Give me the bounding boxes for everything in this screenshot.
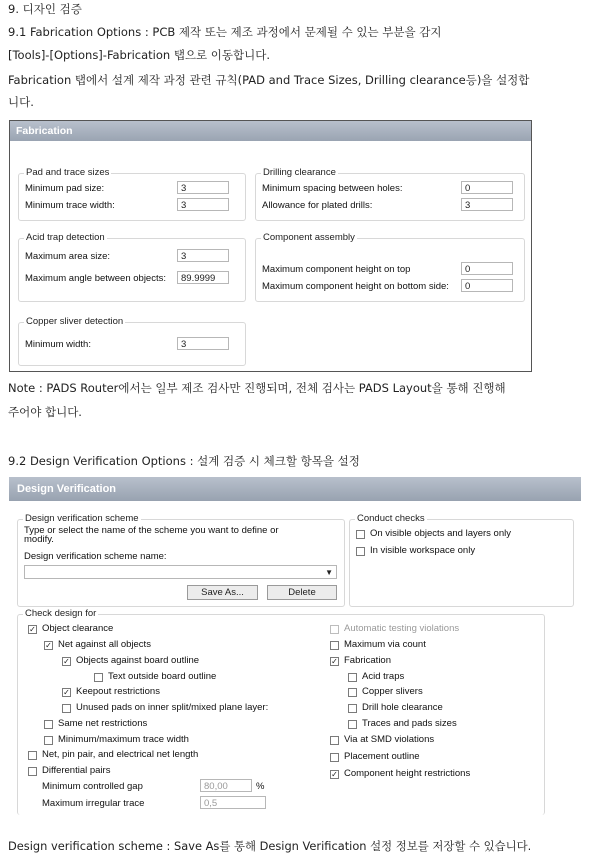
component-assembly-group (255, 232, 525, 302)
min-trace-field[interactable]: 3 (177, 198, 229, 211)
acid-traps-label: Acid traps (362, 671, 405, 682)
drilling-group-title: Drilling clearance (263, 167, 336, 178)
scheme-group (17, 513, 345, 607)
note-text-cont: 주어야 합니다. (8, 405, 82, 419)
max-irregular-label: Maximum irregular trace (42, 798, 145, 809)
max-via-label: Maximum via count (344, 639, 426, 650)
via-smd-checkbox[interactable] (330, 736, 339, 745)
delete-button[interactable]: Delete (267, 585, 337, 600)
drill-hole-label: Drill hole clearance (362, 702, 443, 713)
scheme-hint: Type or select the name of the scheme you want to define or modify. (24, 525, 279, 545)
net-pin-pair-label: Net, pin pair, and electrical net length (42, 749, 199, 760)
objects-board-outline-label: Objects against board outline (76, 655, 200, 666)
design-verification-title: Design Verification (9, 477, 581, 501)
min-gap-unit: % (256, 781, 265, 792)
section-9-1-nav: [Tools]-[Options]-Fabrication 탭으로 이동합니다. (8, 48, 271, 62)
check-design-group-title: Check design for (25, 608, 97, 619)
allowance-field[interactable]: 3 (461, 198, 513, 211)
comp-height-checkbox[interactable]: ✓ (331, 770, 338, 779)
min-max-trace-checkbox[interactable] (44, 736, 53, 745)
unused-pads-label: Unused pads on inner split/mixed plane layer: (76, 702, 269, 713)
unused-pads-checkbox[interactable] (62, 704, 71, 713)
placement-outline-label: Placement outline (344, 751, 420, 762)
drilling-group (255, 167, 525, 221)
min-pad-field[interactable]: 3 (177, 181, 229, 194)
auto-testing-label: Automatic testing violations (344, 623, 460, 634)
allowance-label: Allowance for plated drills: (262, 200, 373, 211)
max-bottom-field[interactable]: 0 (461, 279, 513, 292)
keepout-label: Keepout restrictions (76, 686, 160, 697)
keepout-checkbox[interactable]: ✓ (63, 688, 70, 697)
comp-height-label: Component height restrictions (344, 768, 471, 779)
fabrication-label: Fabrication (344, 655, 391, 666)
max-area-field[interactable]: 3 (177, 249, 229, 262)
min-max-trace-label: Minimum/maximum trace width (58, 734, 189, 745)
min-spacing-label: Minimum spacing between holes: (262, 183, 403, 194)
fabrication-checkbox[interactable]: ✓ (331, 657, 338, 666)
copper-slivers-label: Copper slivers (362, 686, 423, 697)
min-gap-field[interactable]: 80,00 (200, 779, 252, 792)
same-net-checkbox[interactable] (44, 720, 53, 729)
section-9-2-title: 9.2 Design Verification Options : 설계 검증 시 체크할 항목을 설정 (8, 454, 360, 468)
object-clearance-label: Object clearance (42, 623, 114, 634)
text-outside-checkbox[interactable] (94, 673, 103, 682)
acid-trap-group (18, 232, 246, 302)
acid-trap-group-title: Acid trap detection (26, 232, 105, 243)
in-visible-checkbox[interactable] (356, 547, 365, 556)
min-pad-label: Minimum pad size: (25, 183, 105, 194)
diff-pairs-label: Differential pairs (42, 765, 111, 776)
max-angle-field[interactable]: 89.9999 (177, 271, 229, 284)
net-pin-pair-checkbox[interactable] (28, 751, 37, 760)
section-9-1-title: 9.1 Fabrication Options : PCB 제작 또는 제조 과정에서 문제될 수 있는 부분을 감지 (8, 25, 442, 39)
copper-slivers-checkbox[interactable] (348, 688, 357, 697)
component-assembly-group-title: Component assembly (263, 232, 355, 243)
min-spacing-field[interactable]: 0 (461, 181, 513, 194)
placement-outline-checkbox[interactable] (330, 753, 339, 762)
acid-traps-checkbox[interactable] (348, 673, 357, 682)
chevron-down-icon[interactable]: ▼ (325, 568, 333, 577)
pad-trace-group (18, 167, 246, 221)
traces-pads-label: Traces and pads sizes (362, 718, 457, 729)
max-via-checkbox[interactable] (330, 641, 339, 650)
save-as-button[interactable]: Save As... (187, 585, 258, 600)
same-net-label: Same net restrictions (58, 718, 148, 729)
copper-sliver-group-title: Copper sliver detection (26, 316, 124, 327)
objects-board-outline-checkbox[interactable]: ✓ (63, 657, 70, 666)
scheme-group-title: Design verification scheme (25, 513, 139, 524)
auto-testing-checkbox[interactable] (330, 625, 339, 634)
section-9-1-desc-cont: 니다. (8, 95, 34, 109)
text-outside-label: Text outside board outline (108, 671, 217, 682)
max-area-label: Maximum area size: (25, 251, 110, 262)
fabrication-title: Fabrication (10, 121, 531, 141)
max-bottom-label: Maximum component height on bottom side: (262, 281, 449, 292)
on-visible-checkbox[interactable] (356, 530, 365, 539)
section-heading: 9. 디자인 검증 (8, 2, 82, 16)
via-smd-label: Via at SMD violations (344, 734, 435, 745)
min-gap-label: Minimum controlled gap (42, 781, 143, 792)
min-width-label: Minimum width: (25, 339, 91, 350)
scheme-name-label: Design verification scheme name: (24, 551, 167, 562)
max-top-field[interactable]: 0 (461, 262, 513, 275)
traces-pads-checkbox[interactable] (348, 720, 357, 729)
conduct-checks-group-title: Conduct checks (357, 513, 425, 524)
on-visible-label: On visible objects and layers only (370, 528, 511, 539)
drill-hole-checkbox[interactable] (348, 704, 357, 713)
design-verification-dialog (9, 477, 581, 815)
in-visible-label: In visible workspace only (370, 545, 476, 556)
max-top-label: Maximum component height on top (262, 264, 411, 275)
check-design-group (17, 608, 545, 815)
scheme-name-dropdown[interactable] (24, 565, 337, 579)
pad-trace-group-title: Pad and trace sizes (26, 167, 110, 178)
conduct-checks-group (349, 513, 574, 607)
min-width-field[interactable]: 3 (177, 337, 229, 350)
diff-pairs-checkbox[interactable] (28, 767, 37, 776)
footer-text: Design verification scheme : Save As를 통해 Design Verification 설정 정보를 저장할 수 있습니다. (8, 839, 532, 853)
fabrication-dialog (9, 120, 532, 372)
net-against-all-label: Net against all objects (58, 639, 151, 650)
note-text: Note : PADS Router에서는 일부 제조 검사만 진행되며, 전체 검사는 PADS Layout을 통해 진행해 (8, 381, 506, 395)
net-against-all-checkbox[interactable]: ✓ (45, 641, 52, 650)
max-angle-label: Maximum angle between objects: (25, 273, 166, 284)
copper-sliver-group (18, 316, 246, 366)
section-9-1-desc: Fabrication 탭에서 설계 제작 과정 관련 규칙(PAD and Trace Sizes, Drilling clearance등)을 설정합 (8, 73, 530, 87)
max-irregular-field[interactable]: 0,5 (200, 796, 266, 809)
object-clearance-checkbox[interactable]: ✓ (29, 625, 36, 634)
min-trace-label: Minimum trace width: (25, 200, 115, 211)
